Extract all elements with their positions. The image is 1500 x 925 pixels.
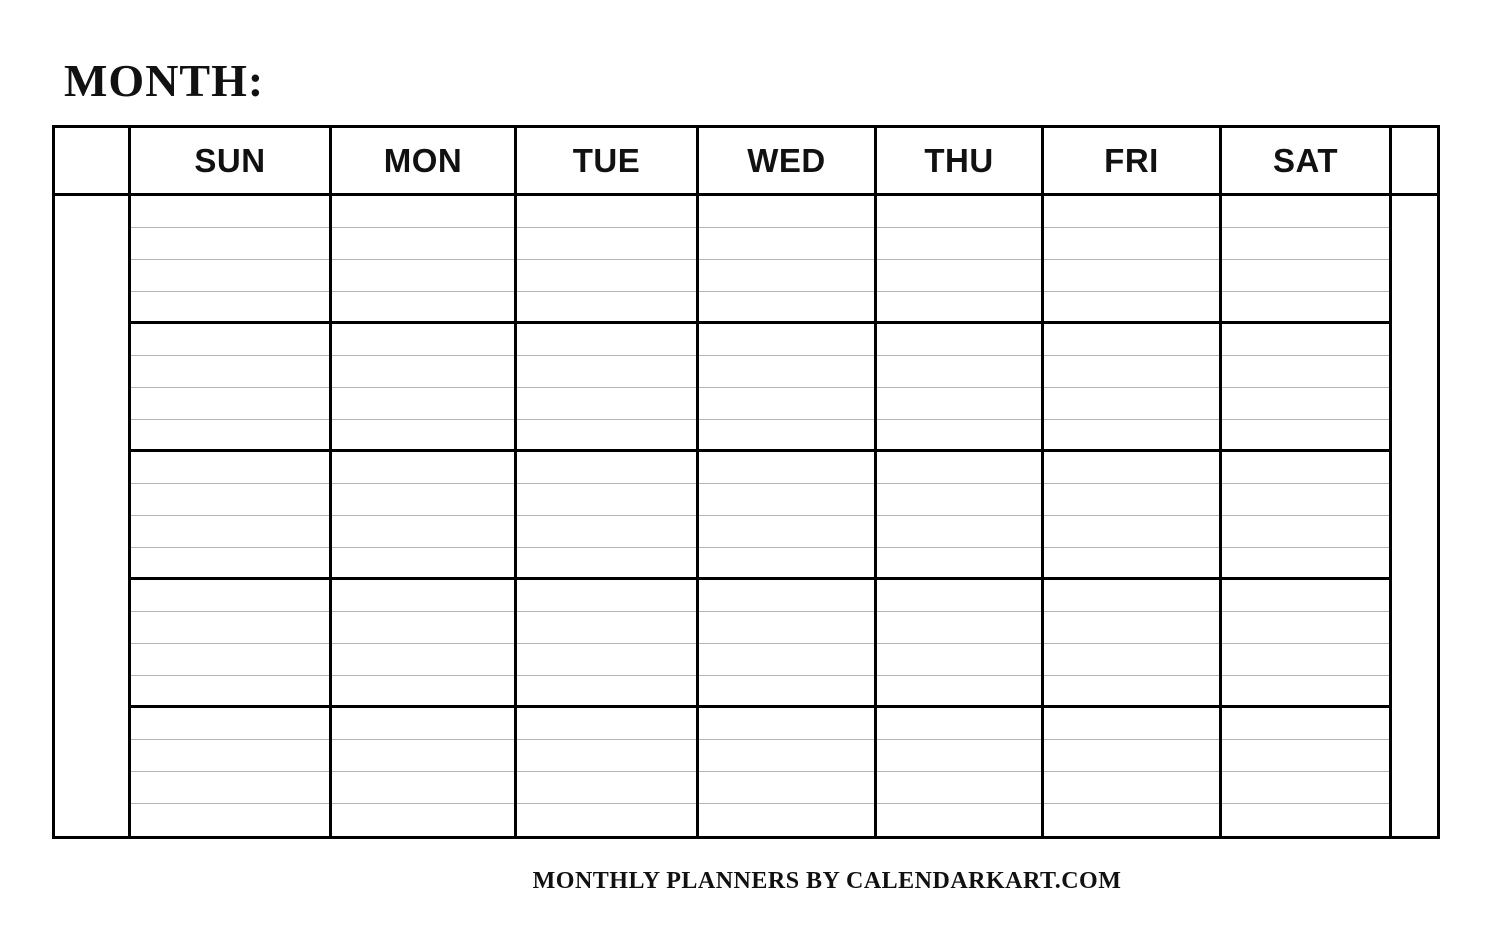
day-cell-w4-tue[interactable] bbox=[517, 580, 699, 708]
day-cell-w4-thu[interactable] bbox=[877, 580, 1044, 708]
day-header-mon: MON bbox=[332, 128, 517, 196]
day-header-sun: SUN bbox=[131, 128, 332, 196]
day-cell-w1-fri[interactable] bbox=[1044, 196, 1222, 324]
header-right-margin-cell bbox=[1392, 128, 1437, 196]
day-cell-w1-mon[interactable] bbox=[332, 196, 517, 324]
day-cell-w3-fri[interactable] bbox=[1044, 452, 1222, 580]
day-header-sat: SAT bbox=[1222, 128, 1392, 196]
day-cell-w5-thu[interactable] bbox=[877, 708, 1044, 836]
day-header-wed: WED bbox=[699, 128, 877, 196]
page-title: MONTH: bbox=[64, 55, 265, 106]
day-cell-w5-sun[interactable] bbox=[131, 708, 332, 836]
day-cell-w5-wed[interactable] bbox=[699, 708, 877, 836]
day-cell-w3-tue[interactable] bbox=[517, 452, 699, 580]
day-cell-w5-fri[interactable] bbox=[1044, 708, 1222, 836]
day-cell-w4-mon[interactable] bbox=[332, 580, 517, 708]
day-cell-w2-wed[interactable] bbox=[699, 324, 877, 452]
header-left-margin-cell bbox=[55, 128, 131, 196]
day-cell-w2-sun[interactable] bbox=[131, 324, 332, 452]
day-cell-w5-mon[interactable] bbox=[332, 708, 517, 836]
day-cell-w4-sun[interactable] bbox=[131, 580, 332, 708]
day-cell-w1-wed[interactable] bbox=[699, 196, 877, 324]
right-margin-column bbox=[1392, 196, 1437, 836]
footer-credit: MONTHLY PLANNERS BY CALENDARKART.COM bbox=[532, 868, 1122, 894]
day-cell-w2-thu[interactable] bbox=[877, 324, 1044, 452]
day-header-tue: TUE bbox=[517, 128, 699, 196]
day-cell-w1-sat[interactable] bbox=[1222, 196, 1392, 324]
day-cell-w3-thu[interactable] bbox=[877, 452, 1044, 580]
calendar-grid bbox=[52, 125, 1440, 839]
day-cell-w2-mon[interactable] bbox=[332, 324, 517, 452]
day-cell-w1-sun[interactable] bbox=[131, 196, 332, 324]
day-cell-w2-fri[interactable] bbox=[1044, 324, 1222, 452]
day-header-fri: FRI bbox=[1044, 128, 1222, 196]
day-cell-w3-mon[interactable] bbox=[332, 452, 517, 580]
day-cell-w5-sat[interactable] bbox=[1222, 708, 1392, 836]
day-cell-w5-tue[interactable] bbox=[517, 708, 699, 836]
day-cell-w3-sun[interactable] bbox=[131, 452, 332, 580]
day-cell-w4-wed[interactable] bbox=[699, 580, 877, 708]
day-cell-w4-fri[interactable] bbox=[1044, 580, 1222, 708]
day-cell-w3-sat[interactable] bbox=[1222, 452, 1392, 580]
left-margin-column bbox=[55, 196, 131, 836]
day-cell-w2-sat[interactable] bbox=[1222, 324, 1392, 452]
day-cell-w4-sat[interactable] bbox=[1222, 580, 1392, 708]
day-cell-w1-tue[interactable] bbox=[517, 196, 699, 324]
day-cell-w3-wed[interactable] bbox=[699, 452, 877, 580]
day-cell-w1-thu[interactable] bbox=[877, 196, 1044, 324]
day-cell-w2-tue[interactable] bbox=[517, 324, 699, 452]
day-header-thu: THU bbox=[877, 128, 1044, 196]
